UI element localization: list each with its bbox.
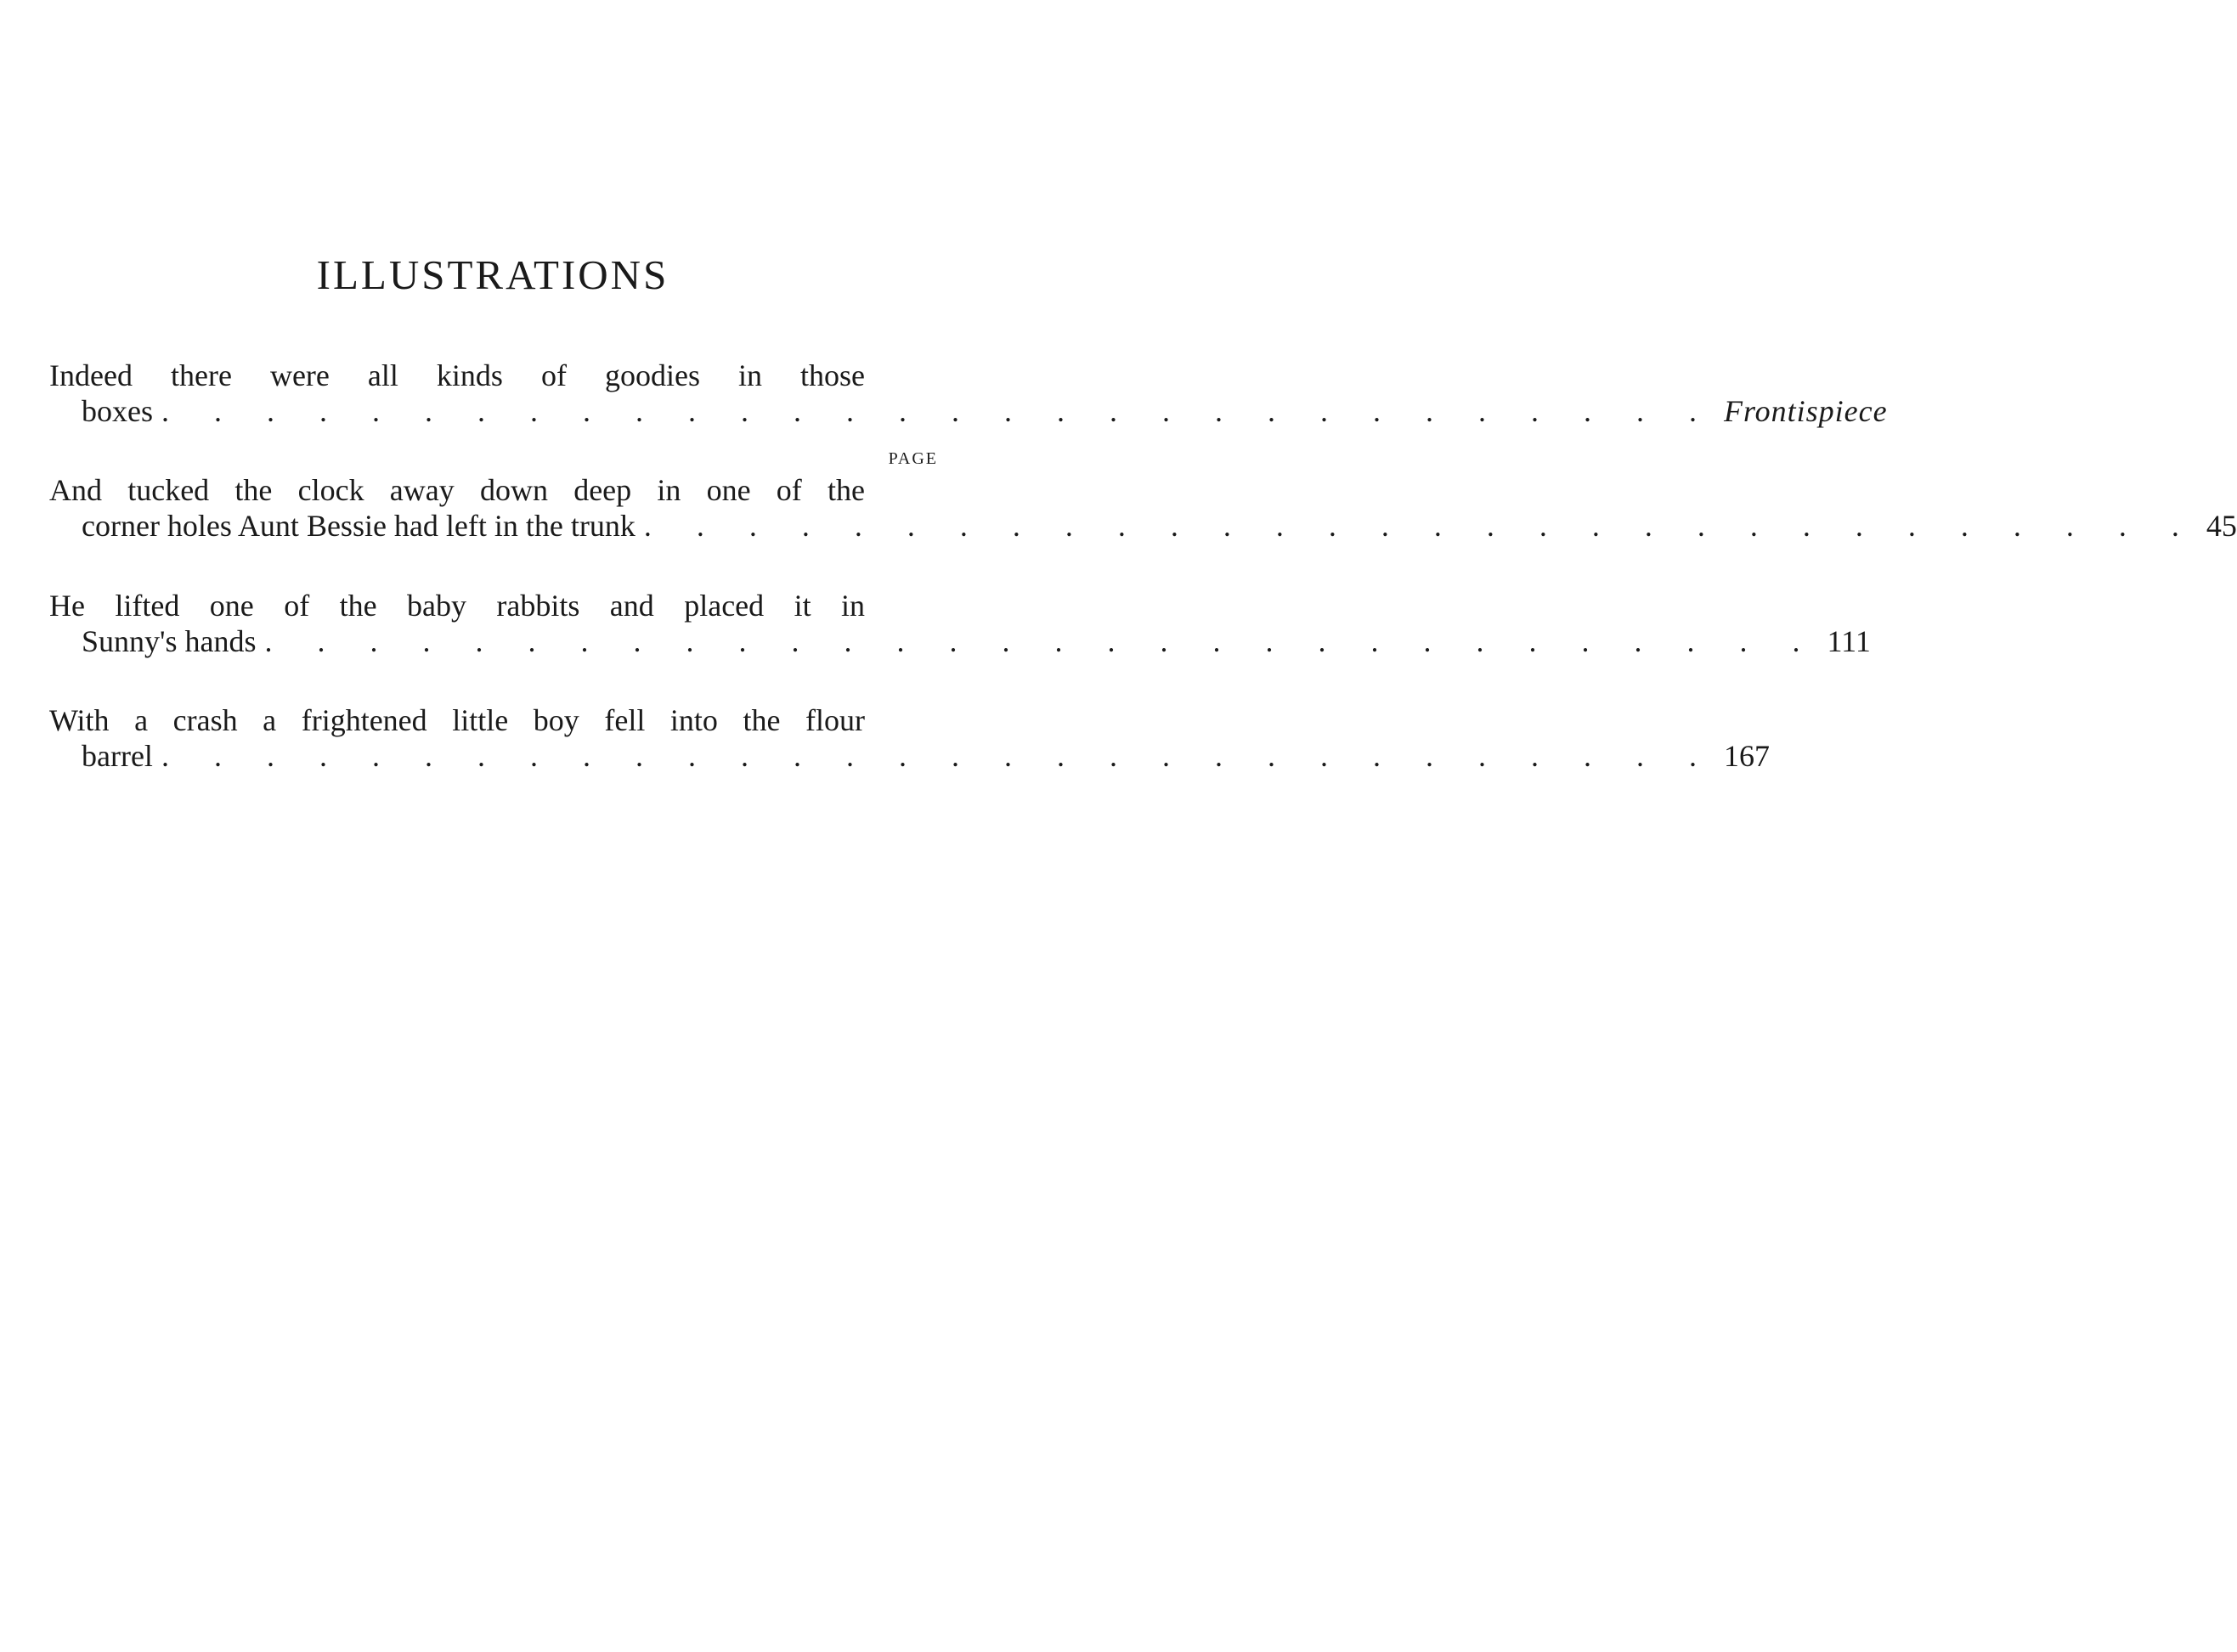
dot-leader: . . . . . . . . . . . . . . . . . . . . . . . . . . . . . . xyxy=(643,509,2198,543)
illustration-entry xyxy=(49,358,1888,429)
entry-caption-line2-row xyxy=(49,738,1770,774)
page-title: ILLUSTRATIONS xyxy=(316,251,669,298)
entry-page: 167 xyxy=(1723,739,1770,773)
entry-caption-line1: Indeed there were all kinds of goodies in those xyxy=(49,358,865,392)
dot-leader: . . . . . . . . . . . . . . . . . . . . . . . . . . . . . . xyxy=(264,624,1819,658)
illustration-entry xyxy=(49,702,1770,774)
page-column-label: PAGE xyxy=(888,449,938,468)
entry-caption-line2: corner holes Aunt Bessie had left in the trunk xyxy=(82,509,636,543)
entry-caption-line1: He lifted one of the baby rabbits and placed it in xyxy=(49,589,865,623)
entry-caption-line1: And tucked the clock away down deep in one of the xyxy=(49,473,865,507)
dot-leader: . . . . . . . . . . . . . . . . . . . . . . . . . . . . . . xyxy=(161,394,1715,428)
illustration-entry xyxy=(49,588,1871,659)
entry-page: 111 xyxy=(1827,624,1871,658)
dot-leader: . . . . . . . . . . . . . . . . . . . . . . . . . . . . . . xyxy=(161,739,1715,773)
entry-caption-line1: With a crash a frightened little boy fell into the flour xyxy=(49,703,865,737)
entry-caption-line2-row xyxy=(49,393,1888,429)
illustration-entry xyxy=(49,472,2237,544)
entry-page: Frontispiece xyxy=(1724,394,1888,428)
entry-caption-line2-row xyxy=(49,508,2237,544)
entry-caption-line2: boxes xyxy=(82,394,153,428)
entry-caption-line2: Sunny's hands xyxy=(82,624,257,658)
entry-page: 45 xyxy=(2206,509,2237,543)
entry-caption-line2-row xyxy=(49,623,1871,659)
entry-caption-line2: barrel xyxy=(82,739,153,773)
